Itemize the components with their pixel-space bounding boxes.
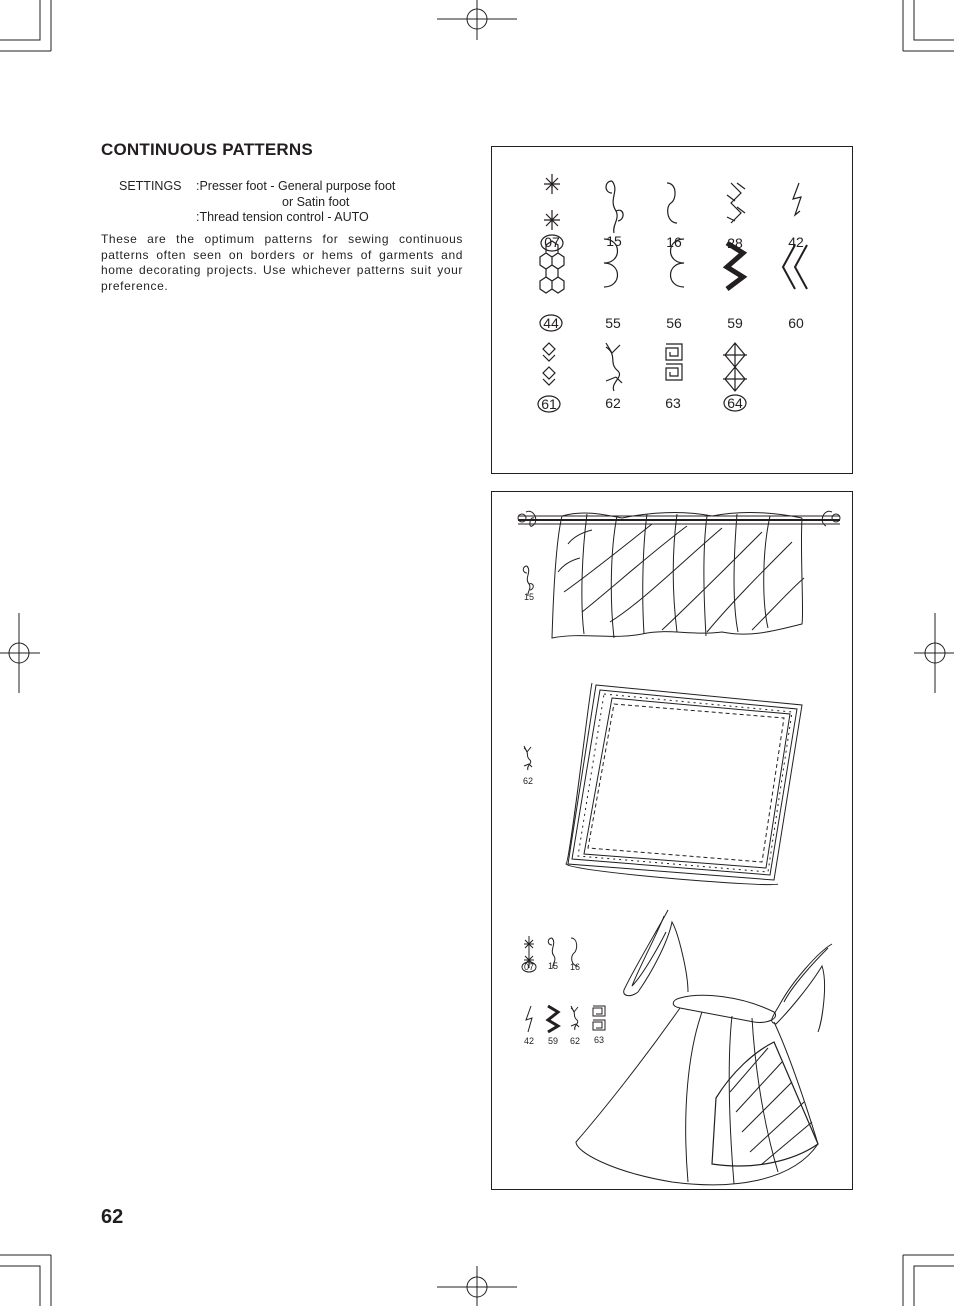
pattern-number: 44 [543,315,559,331]
example-pattern-number: 16 [569,962,580,972]
pattern-table-panel [491,146,853,474]
registration-mark-icon [0,613,40,693]
registration-mark-icon [437,1266,517,1306]
stitch-pattern-icon [793,183,801,215]
pattern-number: 42 [788,234,804,250]
example-pattern-number: 62 [569,1036,580,1046]
example-pattern-number: 15 [547,961,558,971]
registration-mark-icon [437,0,517,40]
examples-panel [491,491,853,1190]
stitch-pattern-icon [544,174,560,230]
example-pattern-number: 63 [593,1035,604,1045]
example-pattern-number: 15 [523,592,534,602]
settings-label: SETTINGS [119,179,182,193]
stitch-pattern-icon [667,183,677,223]
stitch-pattern-icon [526,1006,532,1032]
pattern-number: 16 [666,234,682,250]
crop-mark-icon [0,1255,51,1306]
example-pattern-number: 07 [523,962,534,972]
crop-mark-icon [903,1255,954,1306]
pattern-number: 61 [541,396,557,412]
pattern-number: 28 [727,235,743,251]
stitch-pattern-icon [543,343,555,385]
stitch-pattern-icon [571,1006,579,1030]
stitch-pattern-icon [666,344,682,380]
stitch-pattern-icon [783,245,807,289]
bag-illustration [576,910,832,1185]
example-pattern-number: 59 [547,1036,558,1046]
frame-illustration [566,683,802,885]
crop-mark-icon [0,0,51,51]
pattern-number: 60 [788,315,804,331]
pattern-number: 62 [605,395,621,411]
example-pattern-number: 62 [522,776,533,786]
stitch-pattern-icon [723,343,747,391]
pattern-number: 63 [665,395,681,411]
stitch-pattern-icon [606,343,622,391]
pattern-number: 07 [544,234,560,250]
page-number: 62 [101,1206,124,1228]
page-title: CONTINUOUS PATTERNS [101,140,313,159]
pattern-number: 59 [727,315,743,331]
presser-foot-setting: :Presser foot - General purpose foot [196,179,396,193]
registration-mark-icon [914,613,954,693]
description-paragraph: These are the optimum patterns for sewing continuous patterns often seen on borders or hems of garments and home decorating projects. Use whichever patterns suit your preference. [101,232,463,293]
presser-foot-alt: or Satin foot [282,195,350,209]
stitch-pattern-icon [524,746,532,770]
pattern-number: 55 [605,315,621,331]
stitch-pattern-icon [548,1006,558,1032]
stitch-pattern-icon [606,181,623,233]
stitch-patterns [492,147,854,475]
pattern-number: 64 [727,395,743,411]
example-illustrations [492,492,854,1191]
pattern-number: 56 [666,315,682,331]
thread-tension-setting: :Thread tension control - AUTO [196,210,369,224]
example-pattern-number: 42 [523,1036,534,1046]
pattern-number: 15 [606,233,622,249]
stitch-pattern-icon [727,183,745,223]
crop-mark-icon [903,0,954,51]
curtain-illustration [518,511,840,638]
stitch-pattern-icon [593,1006,605,1030]
